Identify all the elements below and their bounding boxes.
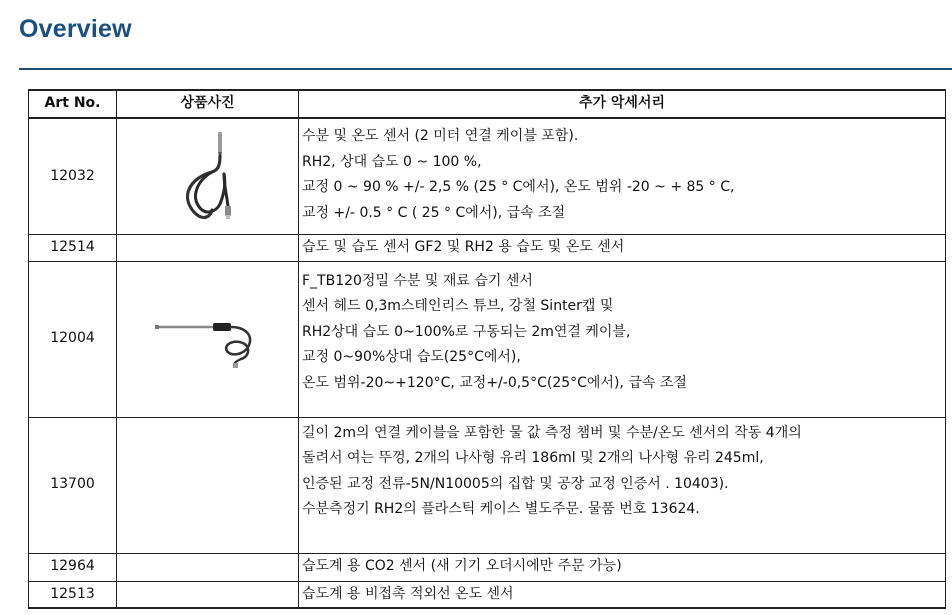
- art-number: 12514: [29, 234, 117, 261]
- table-row: [29, 581, 946, 608]
- description-line: 습도계 용 비접촉 적외선 온도 센서: [302, 585, 514, 602]
- accessory-description: [299, 118, 946, 234]
- description-line: 수분측정기 RH2의 플라스틱 케이스 별도주문. 물품 번호 13624.: [302, 501, 700, 517]
- description-line: 수분 및 온도 센서 (2 미터 연결 케이블 포함).: [302, 128, 579, 144]
- description-line: F_TB120정밀 수분 및 재료 습기 센서: [302, 272, 533, 289]
- page-title: Overview: [19, 15, 132, 43]
- art-number: 12513: [29, 581, 117, 608]
- product-photo: [117, 261, 299, 417]
- description-line: 돌려서 여는 뚜껑, 2개의 나사형 유리 186ml 및 2개의 나사형 유리 245ml,: [302, 450, 764, 466]
- accessory-description: [299, 234, 946, 261]
- description-line: 교정 0~90%상대 습도(25°C에서),: [302, 349, 521, 365]
- description-line: RH2, 상대 습도 0 ~ 100 %,: [302, 153, 482, 170]
- accessories-table: [28, 89, 946, 609]
- table-row: [29, 118, 946, 234]
- product-photo: [117, 417, 299, 553]
- accessory-description: [299, 553, 946, 581]
- title-divider: [19, 68, 952, 70]
- table-header-row: [29, 90, 946, 118]
- description-line: RH2상대 습도 0~100%로 구동되는 2m연결 케이블,: [302, 323, 631, 340]
- description-line: 길이 2m의 연결 케이블을 포함한 물 값 측정 챔버 및 수분/온도 센서의 작동 4개의: [302, 424, 802, 441]
- table-row: [29, 261, 946, 417]
- product-photo: [117, 553, 299, 581]
- description-line: 온도 범위-20~+120°C, 교정+/-0,5°C(25°C에서), 급속 조절: [302, 374, 687, 391]
- product-photo: [117, 581, 299, 608]
- header-accessory: 추가 악세서리: [299, 90, 946, 118]
- header-art-no: Art No.: [29, 90, 117, 118]
- description-line: 센서 헤드 0,3m스테인리스 튜브, 강철 Sinter캡 및: [302, 298, 614, 314]
- coiled-cable-sensor-icon: [168, 126, 248, 226]
- description-line: 인증된 교정 전류-5N/N10005의 집합 및 공장 교정 인증서 . 10403).: [302, 475, 729, 492]
- description-line: 습도 및 습도 센서 GF2 및 RH2 용 습도 및 온도 센서: [302, 238, 625, 255]
- header-photo: 상품사진: [117, 90, 299, 118]
- art-number: 12004: [29, 261, 117, 417]
- accessory-description: [299, 417, 946, 553]
- product-photo: [117, 118, 299, 234]
- art-number: 13700: [29, 417, 117, 553]
- table-row: [29, 234, 946, 261]
- art-number: 12964: [29, 553, 117, 581]
- art-number: 12032: [29, 118, 117, 234]
- product-photo: [117, 234, 299, 261]
- table-row: [29, 553, 946, 581]
- probe-sensor-icon: [153, 309, 263, 369]
- table-row: [29, 417, 946, 553]
- accessory-description: [299, 261, 946, 417]
- description-line: 습도계 용 CO2 센서 (새 기기 오더시에만 주문 가능): [302, 558, 622, 575]
- description-line: 교정 0 ~ 90 % +/- 2,5 % (25 ° C에서), 온도 범위 -20 ~ + 85 ° C,: [302, 179, 735, 195]
- description-line: 교정 +/- 0.5 ° C ( 25 ° C에서), 급속 조절: [302, 204, 566, 221]
- accessory-description: [299, 581, 946, 608]
